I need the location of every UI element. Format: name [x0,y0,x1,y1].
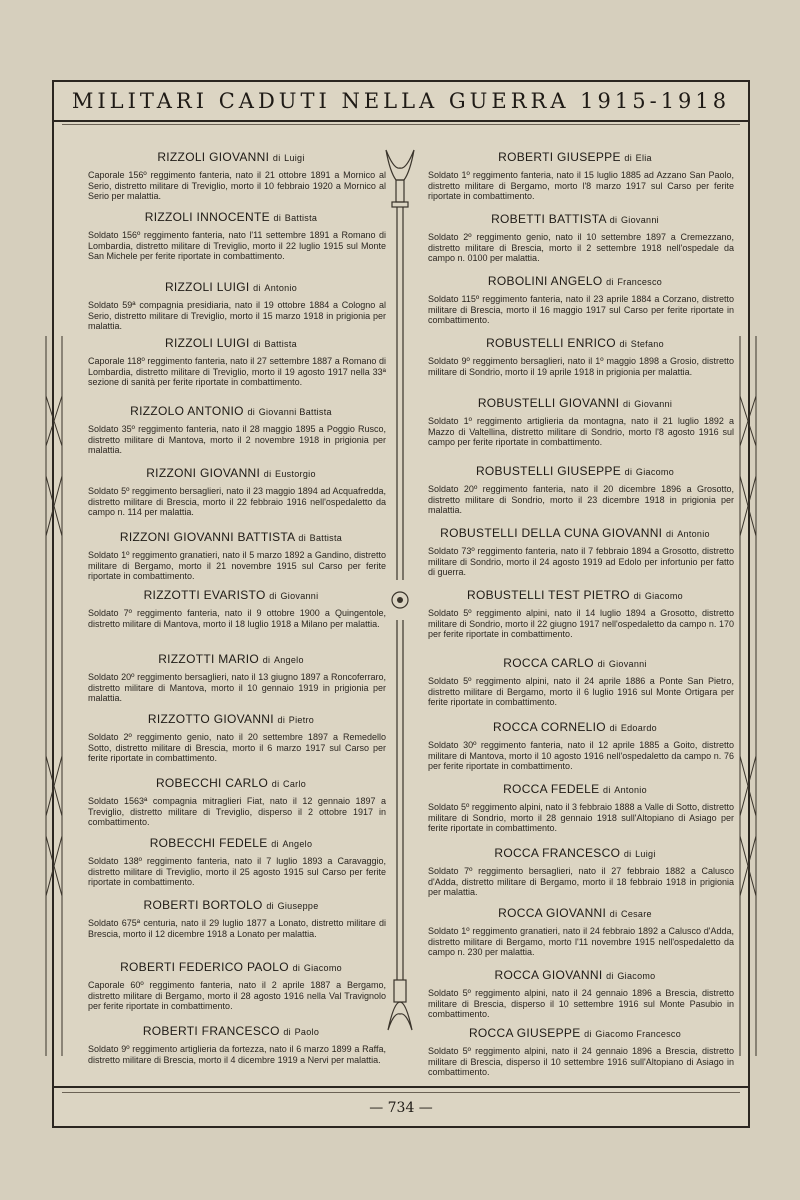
footer-divider [52,1086,750,1088]
entry-text: Soldato 5º reggimento alpini, nato il 24 gennaio 1896 a Brescia, distretto militare di Brescia, disperso il 10 settembre 1916 sul Monte Pasubio in combattimento. [428,988,734,1019]
page-number: — 734 — [369,1100,433,1116]
entry [76,336,386,388]
entry-text: Soldato 5º reggimento alpini, nato il 24 gennaio 1896 a Brescia, distretto militare di Brescia, disperso il 10 settembre 1916 sull'Altopiano di Asiago in combattimento. [428,1046,734,1077]
entry-text: Soldato 59ª compagnia presidiaria, nato il 19 ottobre 1884 a Cologno al Serio, distretto militare di Treviglio, morto il 15 marzo 1918 in prigionia per malattia. [88,300,386,331]
entry [76,652,386,704]
entry [416,846,734,898]
entry-text: Soldato 1º reggimento granatieri, nato il 24 febbraio 1892 a Calusco d'Adda, distretto militare di Bergamo, morto l'11 novembre 1915 nell'ospedaletto da campo n. 230 per malattia. [428,926,734,957]
entry-name: RIZZOTTI MARIO di Angelo [158,652,304,666]
header-inner-divider [62,124,740,125]
entry-text: Soldato 1563ª compagnia mitraglieri Fiat, nato il 12 gennaio 1897 a Treviglio, distretto militare di Treviglio, disperso il 2 ottobre 1917 in combattimento. [88,796,386,827]
entry-text: Soldato 20º reggimento bersaglieri, nato il 13 giugno 1897 a Roncoferraro, distretto militare di Mantova, morto il 10 gennaio 1919 in prigionia per malattia. [88,672,386,703]
entry-name: ROBERTI FEDERICO PAOLO di Giacomo [120,960,342,974]
entry-name: RIZZOTTI EVARISTO di Giovanni [143,588,319,602]
entry-text: Soldato 1º reggimento artiglieria da montagna, nato il 21 luglio 1892 a Mazzo di Valtellina, distretto militare di Sondrio, morto l'8 agosto 1916 sul campo per ferite riportate in combattimento. [428,416,734,447]
entry-name: ROBERTI GIUSEPPE di Elia [498,150,652,164]
entry [416,274,734,326]
entry-name: ROBUSTELLI GIUSEPPE di Giacomo [475,464,675,478]
entry [76,150,386,202]
left-side-ornament [40,336,68,1056]
entry [416,464,734,516]
entry-name: RIZZONI GIOVANNI BATTISTA di Battista [119,530,343,544]
entry [416,906,734,958]
entry [416,212,734,264]
entry-text: Soldato 138º reggimento fanteria, nato il 7 luglio 1893 a Caravaggio, distretto militare di Treviglio, morto il 25 agosto 1915 sul Carso per ferite riportate in combattimento. [88,856,386,887]
entry-text: Caporale 60º reggimento fanteria, nato il 2 aprile 1887 a Bergamo, distretto militare di Bergamo, morto il 28 agosto 1916 nella Val Travignolo per ferite riportate in combattimento. [88,980,386,1011]
entry-name: ROBETTI BATTISTA di Giovanni [491,212,659,226]
entry-name: ROCCA FRANCESCO di Luigi [494,846,656,860]
entry-text: Soldato 115º reggimento fanteria, nato il 23 aprile 1884 a Corzano, distretto militare di Brescia, morto il 16 maggio 1917 sul Carso per ferite riportate in combattimento. [428,294,734,325]
entry-text: Caporale 156º reggimento fanteria, nato il 21 ottobre 1891 a Mornico al Serio, distretto militare di Treviglio, morto il 10 febbraio 1920 a Mornico al Serio per malattia. [88,170,386,201]
entry [76,404,386,456]
entry-text: Soldato 35º reggimento fanteria, nato il 28 maggio 1895 a Poggio Rusco, distretto militare di Mantova, morto il 2 novembre 1918 in prigionia per malattia. [88,424,386,455]
entry [76,280,386,332]
sword-ornament [380,140,420,1040]
entry [416,1026,734,1078]
entry [416,396,734,448]
entry-name: RIZZOTTO GIOVANNI di Pietro [147,712,315,726]
entry-name: RIZZOLI LUIGI di Battista [165,336,297,350]
right-side-ornament [734,336,762,1056]
entry-text: Soldato 5º reggimento alpini, nato il 24 aprile 1886 a Ponte San Pietro, distretto militare di Bergamo, morto il 6 luglio 1916 sul Monte Ortigara per ferite riportate in combattimento. [428,676,734,707]
entry-text: Soldato 5º reggimento alpini, nato il 14 luglio 1894 a Grosotto, distretto militare di Sondrio, morto il 22 giugno 1917 nell'ospedaletto da campo n. 170 per ferite riportate in combattimento. [428,608,734,639]
entry-name: RIZZONI GIOVANNI di Eustorgio [146,466,316,480]
entry [76,960,386,1012]
entry [76,530,386,582]
entry [76,588,386,629]
entry-name: ROBUSTELLI TEST PIETRO di Giacomo [467,588,683,602]
entry-text: Soldato 5º reggimento bersaglieri, nato il 23 maggio 1894 ad Acquafredda, distretto militare di Brescia, morto il 22 febbraio 1916 nell'ospedaletto da campo n. 114 per malattia. [88,486,386,517]
entry [416,782,734,834]
entry [76,898,386,939]
footer-inner-divider [62,1092,740,1093]
header-divider [52,120,750,122]
entry-text: Soldato 73º reggimento fanteria, nato il 7 febbraio 1894 a Grosotto, distretto militare di Sondrio, morto il 24 agosto 1919 ad Edolo per infortunio per fatto di guerra. [428,546,734,577]
entry-name: ROCCA CARLO di Giovanni [503,656,647,670]
entry-text: Soldato 7º reggimento fanteria, nato il 9 ottobre 1900 a Quingentole, distretto militare di Mantova, morto il 18 luglio 1918 a Milano per malattia. [88,608,386,629]
entry-name: ROBUSTELLI DELLA CUNA GIOVANNI di Antonio [440,526,710,540]
entry-name: ROBECCHI CARLO di Carlo [155,776,307,790]
entry [76,210,386,262]
entry-text: Soldato 9º reggimento artiglieria da fortezza, nato il 6 marzo 1899 a Raffa, distretto militare di Brescia, morto il 4 dicembre 1919 a Nervi per malattia. [88,1044,386,1065]
entry-text: Soldato 2º reggimento genio, nato il 20 settembre 1897 a Remedello Sotto, distretto militare di Brescia, morto il 6 marzo 1917 sul Carso per ferite riportate in combattimento. [88,732,386,763]
entry-text: Soldato 675ª centuria, nato il 29 luglio 1877 a Lonato, distretto militare di Brescia, morto il 12 dicembre 1918 a Lonato per malattia. [88,918,386,939]
entry-text: Soldato 1º reggimento granatieri, nato il 5 marzo 1892 a Gandino, distretto militare di Bergamo, morto il 21 novembre 1915 sul Carso per ferite riportate in combattimento. [88,550,386,581]
entry-name: ROCCA GIUSEPPE di Giacomo Francesco [468,1026,682,1040]
entry [416,968,734,1020]
entry-name: RIZZOLI INNOCENTE di Battista [144,210,318,224]
entry-text: Soldato 7º reggimento bersaglieri, nato il 27 febbraio 1882 a Calusco d'Adda, distretto militare di Bergamo, morto il 18 febbraio 1918 in prigionia per malattia. [428,866,734,897]
entry-name: ROBERTI FRANCESCO di Paolo [142,1024,320,1038]
entry-name: RIZZOLI GIOVANNI di Luigi [157,150,305,164]
entry-text: Soldato 20º reggimento fanteria, nato il 20 dicembre 1896 a Grosotto, distretto militare di Sondrio, morto il 23 dicembre 1918 in prigionia per malattia. [428,484,734,515]
entry [416,150,734,202]
entry [416,720,734,772]
entry-text: Caporale 118º reggimento fanteria, nato il 27 settembre 1887 a Romano di Lombardia, distretto militare di Treviglio, morto il 19 agosto 1917 nella 33ª sezione di sanità per ferite riportate in combattimento. [88,356,386,387]
entry-text: Soldato 30º reggimento fanteria, nato il 12 aprile 1885 a Goito, distretto militare di Mantova, morto il 10 agosto 1916 nell'ospedaletto da campo n. 76 per ferite riportate in combattimento. [428,740,734,771]
entry-text: Soldato 1º reggimento fanteria, nato il 15 luglio 1885 ad Azzano San Paolo, distretto militare di Bergamo, morto l'8 marzo 1917 sul Carso per ferite riportate in combattimento. [428,170,734,201]
entry [76,712,386,764]
entry-name: RIZZOLO ANTONIO di Giovanni Battista [130,404,332,418]
entry [76,466,386,518]
entry [416,656,734,708]
entry-name: ROCCA FEDELE di Antonio [503,782,647,796]
entry-name: ROCCA GIOVANNI di Cesare [498,906,652,920]
entry-text: Soldato 9º reggimento bersaglieri, nato il 1º maggio 1898 a Grosio, distretto militare di Sondrio, morto il 19 aprile 1918 in prigionia per malattia. [428,356,734,377]
entry-text: Soldato 156º reggimento fanteria, nato l'11 settembre 1891 a Romano di Lombardia, distretto militare di Treviglio, morto il 22 luglio 1915 sul Monte San Michele per ferite riportate in combattimento. [88,230,386,261]
entry [76,836,386,888]
entry-name: ROCCA CORNELIO di Edoardo [493,720,657,734]
entry-text: Soldato 2º reggimento genio, nato il 10 settembre 1897 a Cremezzano, distretto militare di Brescia, morto il 2 settembre 1918 nell'ospedale da campo n. 0100 per malattia. [428,232,734,263]
entry-name: ROBUSTELLI ENRICO di Stefano [486,336,664,350]
entry [416,336,734,377]
page-title: MILITARI CADUTI NELLA GUERRA 1915-1918 [71,89,731,113]
entry-name: ROBECCHI FEDELE di Angelo [149,836,313,850]
entry [416,526,734,578]
entry [416,588,734,640]
entry-name: ROBERTI BORTOLO di Giuseppe [143,898,319,912]
entry-name: RIZZOLI LUIGI di Antonio [164,280,298,294]
entry [76,1024,386,1065]
entry-name: ROBOLINI ANGELO di Francesco [487,274,663,288]
entry-name: ROBUSTELLI GIOVANNI di Giovanni [477,396,673,410]
entry [76,776,386,828]
entry-text: Soldato 5º reggimento alpini, nato il 3 febbraio 1888 a Valle di Sotto, distretto militare di Sondrio, morto il 28 gennaio 1918 sull'Altopiano di Asiago per ferite riportate in combattimento. [428,802,734,833]
entry-name: ROCCA GIOVANNI di Giacomo [494,968,656,982]
